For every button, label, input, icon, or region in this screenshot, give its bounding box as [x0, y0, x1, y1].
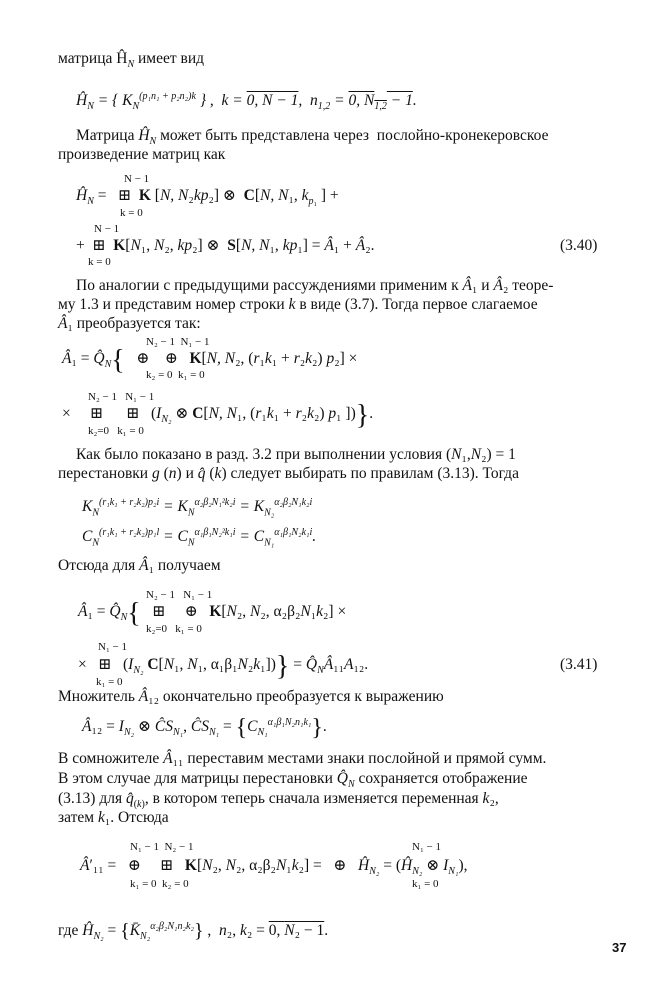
text-line: (3.13) для $q̂_{(k)}$, в котором теперь сначала изменяется переменная k₂,	[58, 790, 499, 811]
text-line: В этом случае для матрицы перестановки $Q̂_N$ сохраняется отображение	[58, 770, 528, 791]
formula-line: $C_N^{(r_1k_1 + r_2k_2)p_1l} = C_N^{\alpha_1\beta_1N_2^2k_1i} = C_{N_1}^{\alpha_1\beta_1N_2k_1i}$.	[82, 527, 317, 549]
formula-line: Â₁ = $Q̂_N${ ⊞ ⊕ K[N₂, N₂, α₂β₂N₁k₂] ×	[78, 598, 347, 629]
math-inline: $Ĥ_N$	[116, 50, 135, 71]
text-line: произведение матриц как	[58, 146, 226, 163]
formula-limit: N₁ − 1	[412, 841, 441, 853]
formula-limit: k₂=0 k₁ = 0	[88, 425, 144, 437]
formula-line: Â′₁₁ = ⊕ ⊞ K[N₂, N₂, α₂β₂N₁k₂] = ⊕ $Ĥ_{N_2}$ = ($Ĥ_{N_2}$ ⊗ $I_{N_1}$),	[80, 857, 468, 878]
equation-number: (3.40)	[560, 237, 598, 254]
text-line: Как было показано в разд. 3.2 при выполнении условия (N₁,N₂) = 1	[76, 446, 516, 463]
formula-limit: N₂ − 1 N₁ − 1	[88, 391, 155, 403]
formula-limit: k₁ = 0 k₂ = 0	[130, 878, 189, 890]
text-line: По аналогии с предыдущими рассуждениями применим к Â₁ и Â₂ теоре-	[76, 277, 554, 294]
formula-limit: k = 0	[88, 256, 111, 268]
text-line: Множитель Â₁₂ окончательно преобразуется к выражению	[58, 688, 444, 705]
formula-line: $Ĥ_N$ = ⊞ K [N, N₂kp₂] ⊗ C[N, N₁, $k_{p_1}$ ] +	[76, 187, 339, 208]
text-line: В сомножителе Â₁₁ переставим местами знаки послойной и прямой сумм.	[58, 750, 547, 767]
text-line: Â₁ преобразуется так:	[58, 315, 201, 332]
formula-line: $K_N^{(r_1k_1 + r_2k_2)p_2i} = K_N^{\alpha_2\beta_2N_1^2k_2i} = K_{N_2}^{\alpha_2\beta_2N_1k_2i}$	[82, 497, 313, 519]
book-page: матрица $Ĥ_N$ имеет вид $Ĥ_N$ = { $K_N^{(p_1n_1 + p_2n_2)k}$ } , k = 0, N − 1, $n_{1,2} = 0$, $N_{1,2} - 1$. Матрица $Ĥ_N$ может быть представлена через послойно-кронекеровское произведение матриц как N − 1 $Ĥ_N$ = ⊞ K [N, N₂kp₂] ⊗ C[N, N₁, $k_{p_1}$ ] + k = 0 N − 1 + ⊞ K[N₁, N₂, kp₂] ⊗ S[N, N₁, kp₁] = Â₁ + Â₂. k = 0 (3.40) По аналогии с предыдущими рассуждениями применим к Â₁ и Â₂ теоре- му 1.3 и представим номер строки k в виде (3.7). Тогда первое слагаемое Â₁ преобразуется так: N₂ − 1 N₁ − 1 Â₁ = $Q̂_N${ ⊕ ⊕ K[N, N₂, (r₁k₁ + r₂k₂) p₂] × k₂ = 0 k₁ = 0 N₂ − 1 N₁ − 1 × ⊞ ⊞ ($I_{N_2}$ ⊗ C[N, N₁, (r₁k₁ + r₂k₂) p₁ ])}. k₂=0 k₁ = 0 Как было показано в разд. 3.2 при выполнении условия (N₁,N₂) = 1 перестановки g (n) и q̂ (k) следует выбирать по правилам (3.13). Тогда $K_N^{(r_1k_1 + r_2k_2)p_2i} = K_N^{\alpha_2\beta_2N_1^2k_2i} = K_{N_2}^{\alpha_2\beta_2N_1k_2i}$ $C_N^{(r_1k_1 + r_2k_2)p_1l} = C_N^{\alpha_1\beta_1N_2^2k_1i} = C_{N_1}^{\alpha_1\beta_1N_2k_1i}$. Отсюда для Â₁ получаем N₂ − 1 N₁ − 1 Â₁ = $Q̂_N${ ⊞ ⊕ K[N₂, N₂, α₂β₂N₁k₂] × k₂=0 k₁ = 0 N₁ − 1 × ⊞ ($I_{N_2}$ C[N₁, N₁, $\alpha_1\beta_1N_2k_1])\} = Q̂_NÂ_{11}A_{12}$. k₁ = 0 (3.41) Множитель Â₁₂ окончательно преобразуется к выражению Â₁₂ = $I_{N_2}$ ⊗ $ĈS_{N_1}$, $ĈS_{N_1} = \{C_{N_1}^{\alpha_1\beta_1N_2n_1k_1}\}$. В сомножителе Â₁₁ переставим местами знаки послойной и прямой сумм. В этом случае для матрицы перестановки $Q̂_N$ сохраняется отображение (3.13) для $q̂_{(k)}$, в котором теперь сначала изменяется переменная k₂, затем k₁. Отсюда N₁ − 1 N₂ − 1 N₁ − 1 Â′₁₁ = ⊕ ⊞ K[N₂, N₂, α₂β₂N₁k₂] = ⊕ $Ĥ_{N_2}$ = ($Ĥ_{N_2}$ ⊗ $I_{N_1}$), k₁ = 0 k₂ = 0 k₁ = 0 где $Ĥ_{N_2}$ = $\{K̄_{N_2}^{\alpha_2\beta_2N_1n_2k_2}\}$ , n₂, k₂ = 0, N₂ − 1. 37	[58, 50, 627, 955]
text-line: где $Ĥ_{N_2}$ = $\{K̄_{N_2}^{\alpha_2\beta_2N_1n_2k_2}\}$ , n₂, k₂ = 0, N₂ − 1.	[58, 920, 329, 943]
formula-limit: k₁ = 0	[412, 878, 439, 890]
formula-limit: k₁ = 0	[96, 676, 123, 688]
formula-line: × ⊞ ($I_{N_2}$ C[N₁, N₁, $\alpha_1\beta_1N_2k_1])\} = Q̂_NÂ_{11}A_{12}$.	[78, 651, 369, 682]
formula-line: × ⊞ ⊞ ($I_{N_2}$ ⊗ C[N, N₁, (r₁k₁ + r₂k₂) p₁ ])}.	[62, 400, 374, 431]
formula-limit: N₁ − 1	[98, 641, 127, 653]
page-number: 37	[612, 940, 627, 955]
formula-limit: k = 0	[120, 207, 143, 219]
formula-limit: N₂ − 1 N₁ − 1	[146, 336, 210, 348]
text-line: Отсюда для Â₁ получаем	[58, 557, 221, 574]
formula-limit: N − 1	[94, 223, 120, 235]
formula-line: $Ĥ_N$ = { $K_N^{(p_1n_1 + p_2n_2)k}$ } , k = 0, N − 1, $n_{1,2} = 0$, $N_{1,2} - 1$.	[76, 91, 417, 113]
formula-limit: k₂=0 k₁ = 0	[146, 623, 202, 635]
text-line: затем k₁. Отсюда	[58, 809, 169, 826]
equation-number: (3.41)	[560, 656, 598, 673]
text-line: перестановки g (n) и q̂ (k) следует выбирать по правилам (3.13). Тогда	[58, 465, 519, 482]
formula-limit: N₂ − 1 N₁ − 1	[146, 589, 213, 601]
text-line: му 1.3 и представим номер строки k в виде (3.7). Тогда первое слагаемое	[58, 296, 538, 313]
formula-limit: k₂ = 0 k₁ = 0	[146, 369, 205, 381]
text-line: матрица $Ĥ_N$ имеет вид	[58, 50, 205, 71]
formula-line: + ⊞ K[N₁, N₂, kp₂] ⊗ S[N, N₁, kp₁] = Â₁ + Â₂.	[76, 237, 375, 254]
formula-line: Â₁ = $Q̂_N${ ⊕ ⊕ K[N, N₂, (r₁k₁ + r₂k₂) p₂] ×	[62, 345, 358, 376]
formula-line: Â₁₂ = $I_{N_2}$ ⊗ $ĈS_{N_1}$, $ĈS_{N_1} = \{C_{N_1}^{\alpha_1\beta_1N_2n_1k_1}\}$.	[82, 715, 327, 742]
formula-limit: N₁ − 1 N₂ − 1	[130, 841, 194, 853]
text-line: Матрица $Ĥ_N$ может быть представлена через послойно-кронекеровское	[76, 127, 549, 148]
